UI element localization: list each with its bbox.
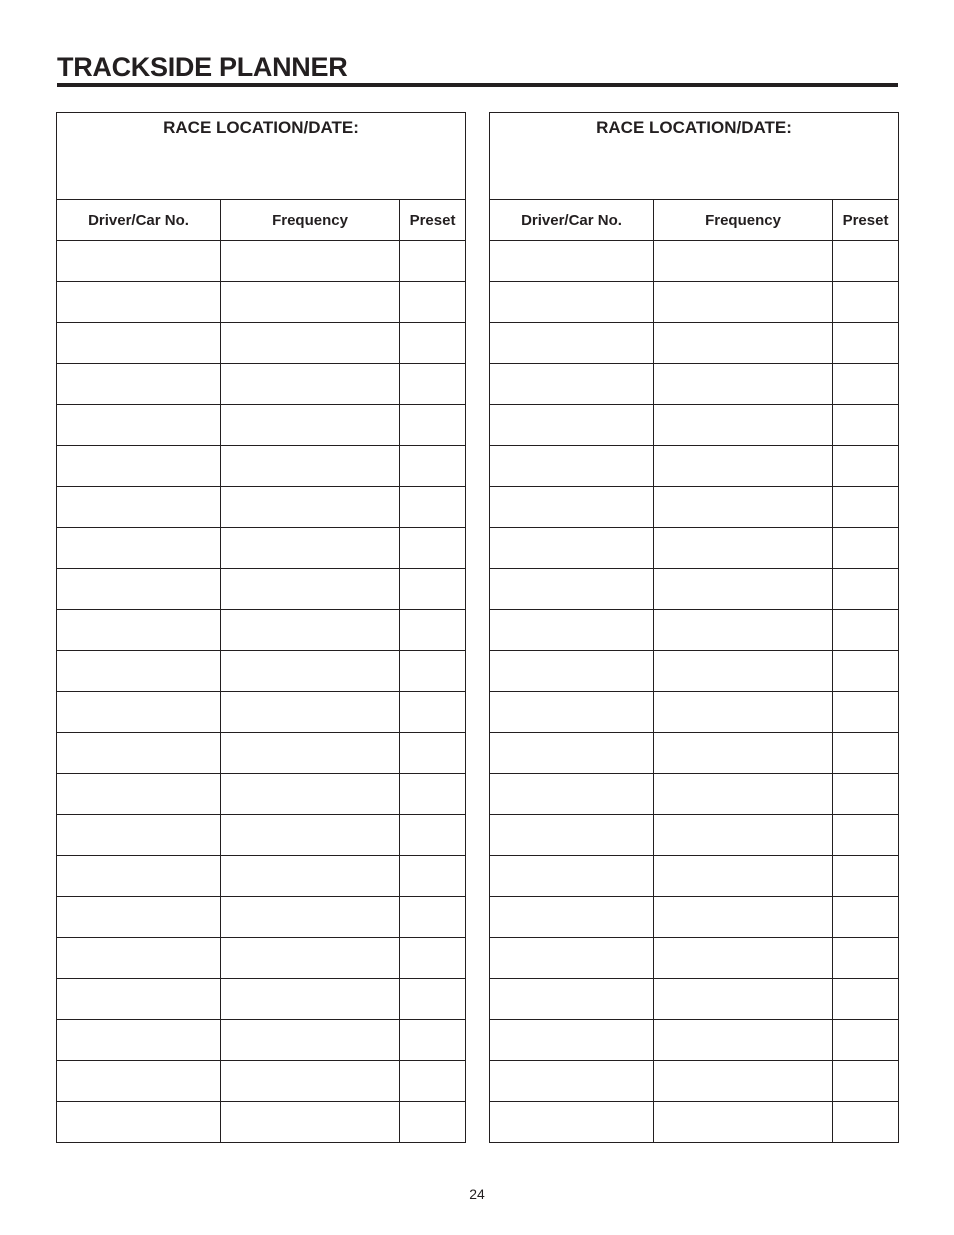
- table-row: [57, 692, 466, 733]
- driver-car-no-cell[interactable]: [57, 1102, 221, 1143]
- frequency-cell[interactable]: [654, 1061, 833, 1102]
- table-row: [57, 938, 466, 979]
- table-row: [57, 733, 466, 774]
- driver-car-no-cell[interactable]: [490, 528, 654, 569]
- driver-car-no-cell[interactable]: [57, 733, 221, 774]
- frequency-cell[interactable]: [654, 282, 833, 323]
- driver-car-no-cell[interactable]: [490, 692, 654, 733]
- driver-car-no-cell[interactable]: [490, 282, 654, 323]
- preset-cell[interactable]: [400, 1061, 466, 1102]
- table-row: [57, 282, 466, 323]
- table-row: [57, 1061, 466, 1102]
- table-row: [57, 897, 466, 938]
- frequency-cell[interactable]: [221, 1020, 400, 1061]
- frequency-cell[interactable]: [221, 815, 400, 856]
- planner-table-right: [489, 112, 899, 1143]
- frequency-cell[interactable]: [654, 446, 833, 487]
- table-row: [490, 241, 899, 282]
- driver-car-no-cell[interactable]: [57, 651, 221, 692]
- table-row: [490, 774, 899, 815]
- preset-cell[interactable]: [400, 610, 466, 651]
- driver-car-no-cell[interactable]: [57, 815, 221, 856]
- table-row: [490, 569, 899, 610]
- preset-cell[interactable]: [400, 528, 466, 569]
- column-header-preset: Preset: [833, 200, 899, 241]
- driver-car-no-cell[interactable]: [490, 1102, 654, 1143]
- driver-car-no-cell[interactable]: [490, 651, 654, 692]
- preset-cell[interactable]: [400, 733, 466, 774]
- driver-car-no-cell[interactable]: [57, 1061, 221, 1102]
- preset-cell[interactable]: [833, 856, 899, 897]
- frequency-cell[interactable]: [654, 528, 833, 569]
- driver-car-no-cell[interactable]: [490, 1020, 654, 1061]
- table-row: [57, 405, 466, 446]
- driver-car-no-cell[interactable]: [57, 692, 221, 733]
- preset-cell[interactable]: [833, 610, 899, 651]
- preset-cell[interactable]: [833, 487, 899, 528]
- frequency-cell[interactable]: [654, 815, 833, 856]
- preset-cell[interactable]: [833, 569, 899, 610]
- frequency-cell[interactable]: [221, 241, 400, 282]
- frequency-cell[interactable]: [654, 241, 833, 282]
- driver-car-no-cell[interactable]: [490, 241, 654, 282]
- race-location-date-field[interactable]: [57, 113, 466, 200]
- driver-car-no-cell[interactable]: [490, 856, 654, 897]
- frequency-cell[interactable]: [221, 405, 400, 446]
- table-row: [490, 1102, 899, 1143]
- driver-car-no-cell[interactable]: [490, 815, 654, 856]
- preset-cell[interactable]: [833, 1102, 899, 1143]
- table-row: [57, 610, 466, 651]
- column-header-driver-car-no: Driver/Car No.: [57, 200, 221, 241]
- preset-cell[interactable]: [833, 979, 899, 1020]
- frequency-cell[interactable]: [654, 774, 833, 815]
- driver-car-no-cell[interactable]: [490, 487, 654, 528]
- table-row: [57, 487, 466, 528]
- frequency-cell[interactable]: [221, 1061, 400, 1102]
- driver-car-no-cell[interactable]: [490, 446, 654, 487]
- driver-car-no-cell[interactable]: [490, 733, 654, 774]
- frequency-cell[interactable]: [654, 692, 833, 733]
- frequency-cell[interactable]: [221, 733, 400, 774]
- table-row: [490, 938, 899, 979]
- preset-cell[interactable]: [400, 897, 466, 938]
- driver-car-no-cell[interactable]: [490, 979, 654, 1020]
- frequency-cell[interactable]: [221, 446, 400, 487]
- driver-car-no-cell[interactable]: [490, 323, 654, 364]
- preset-cell[interactable]: [833, 364, 899, 405]
- race-location-date-label: RACE LOCATION/DATE:: [596, 118, 792, 137]
- preset-cell[interactable]: [400, 651, 466, 692]
- table-row: [57, 323, 466, 364]
- column-header-row: [490, 200, 899, 241]
- column-header-preset: Preset: [400, 200, 466, 241]
- table-row: [490, 733, 899, 774]
- preset-cell[interactable]: [833, 692, 899, 733]
- driver-car-no-cell[interactable]: [57, 610, 221, 651]
- preset-cell[interactable]: [400, 692, 466, 733]
- driver-car-no-cell[interactable]: [57, 938, 221, 979]
- location-row: [57, 113, 466, 200]
- table-row: [490, 282, 899, 323]
- table-row: [57, 856, 466, 897]
- table-row: [490, 897, 899, 938]
- frequency-cell[interactable]: [221, 1102, 400, 1143]
- frequency-cell[interactable]: [654, 733, 833, 774]
- table-row: [490, 446, 899, 487]
- frequency-cell[interactable]: [654, 897, 833, 938]
- frequency-cell[interactable]: [221, 487, 400, 528]
- column-header-row: [57, 200, 466, 241]
- preset-cell[interactable]: [833, 651, 899, 692]
- frequency-cell[interactable]: [654, 405, 833, 446]
- column-header-frequency: Frequency: [654, 200, 833, 241]
- preset-cell[interactable]: [400, 856, 466, 897]
- preset-cell[interactable]: [833, 733, 899, 774]
- preset-cell[interactable]: [833, 1061, 899, 1102]
- frequency-cell[interactable]: [221, 938, 400, 979]
- frequency-cell[interactable]: [221, 651, 400, 692]
- table-row: [57, 241, 466, 282]
- table-row: [490, 610, 899, 651]
- preset-cell[interactable]: [400, 241, 466, 282]
- driver-car-no-cell[interactable]: [57, 569, 221, 610]
- driver-car-no-cell[interactable]: [57, 446, 221, 487]
- driver-car-no-cell[interactable]: [490, 569, 654, 610]
- table-row: [490, 815, 899, 856]
- table-row: [490, 1020, 899, 1061]
- preset-cell[interactable]: [400, 282, 466, 323]
- table-row: [57, 569, 466, 610]
- driver-car-no-cell[interactable]: [490, 405, 654, 446]
- frequency-cell[interactable]: [654, 979, 833, 1020]
- race-location-date-label: RACE LOCATION/DATE:: [163, 118, 359, 137]
- frequency-cell[interactable]: [221, 282, 400, 323]
- frequency-cell[interactable]: [221, 323, 400, 364]
- frequency-cell[interactable]: [221, 610, 400, 651]
- driver-car-no-cell[interactable]: [490, 897, 654, 938]
- preset-cell[interactable]: [400, 446, 466, 487]
- page-title: TRACKSIDE PLANNER: [57, 52, 348, 82]
- preset-cell[interactable]: [400, 815, 466, 856]
- table-row: [57, 774, 466, 815]
- frequency-cell[interactable]: [654, 323, 833, 364]
- preset-cell[interactable]: [400, 487, 466, 528]
- preset-cell[interactable]: [400, 1020, 466, 1061]
- preset-cell[interactable]: [833, 405, 899, 446]
- frequency-cell[interactable]: [654, 856, 833, 897]
- driver-car-no-cell[interactable]: [490, 610, 654, 651]
- driver-car-no-cell[interactable]: [490, 938, 654, 979]
- table-row: [490, 692, 899, 733]
- table-row: [57, 446, 466, 487]
- table-row: [57, 979, 466, 1020]
- driver-car-no-cell[interactable]: [57, 405, 221, 446]
- frequency-cell[interactable]: [221, 692, 400, 733]
- table-row: [57, 815, 466, 856]
- preset-cell[interactable]: [400, 774, 466, 815]
- preset-cell[interactable]: [833, 446, 899, 487]
- preset-cell[interactable]: [833, 774, 899, 815]
- table-row: [57, 1102, 466, 1143]
- table-row: [490, 364, 899, 405]
- column-header-driver-car-no: Driver/Car No.: [490, 200, 654, 241]
- frequency-cell[interactable]: [221, 528, 400, 569]
- frequency-cell[interactable]: [654, 1020, 833, 1061]
- table-row: [490, 323, 899, 364]
- frequency-cell[interactable]: [654, 364, 833, 405]
- preset-cell[interactable]: [400, 979, 466, 1020]
- table-row: [490, 528, 899, 569]
- frequency-cell[interactable]: [221, 569, 400, 610]
- frequency-cell[interactable]: [221, 897, 400, 938]
- title-rule: [57, 83, 898, 87]
- frequency-cell[interactable]: [654, 610, 833, 651]
- table-row: [57, 1020, 466, 1061]
- preset-cell[interactable]: [400, 1102, 466, 1143]
- driver-car-no-cell[interactable]: [57, 282, 221, 323]
- preset-cell[interactable]: [833, 323, 899, 364]
- driver-car-no-cell[interactable]: [57, 1020, 221, 1061]
- preset-cell[interactable]: [833, 1020, 899, 1061]
- preset-cell[interactable]: [833, 528, 899, 569]
- table-row: [57, 364, 466, 405]
- driver-car-no-cell[interactable]: [490, 1061, 654, 1102]
- preset-cell[interactable]: [833, 282, 899, 323]
- frequency-cell[interactable]: [221, 979, 400, 1020]
- table-row: [490, 979, 899, 1020]
- table-row: [57, 528, 466, 569]
- table-row: [490, 1061, 899, 1102]
- driver-car-no-cell[interactable]: [490, 774, 654, 815]
- frequency-cell[interactable]: [654, 569, 833, 610]
- table-row: [490, 405, 899, 446]
- table-row: [490, 856, 899, 897]
- driver-car-no-cell[interactable]: [57, 856, 221, 897]
- preset-cell[interactable]: [400, 364, 466, 405]
- driver-car-no-cell[interactable]: [57, 979, 221, 1020]
- preset-cell[interactable]: [400, 569, 466, 610]
- preset-cell[interactable]: [400, 938, 466, 979]
- frequency-cell[interactable]: [654, 938, 833, 979]
- driver-car-no-cell[interactable]: [57, 241, 221, 282]
- column-header-frequency: Frequency: [221, 200, 400, 241]
- driver-car-no-cell[interactable]: [57, 774, 221, 815]
- preset-cell[interactable]: [400, 323, 466, 364]
- frequency-cell[interactable]: [654, 651, 833, 692]
- driver-car-no-cell[interactable]: [57, 364, 221, 405]
- table-row: [57, 651, 466, 692]
- table-row: [490, 651, 899, 692]
- location-row: [490, 113, 899, 200]
- frequency-cell[interactable]: [221, 364, 400, 405]
- page-number: 24: [469, 1186, 485, 1202]
- preset-cell[interactable]: [833, 815, 899, 856]
- driver-car-no-cell[interactable]: [57, 528, 221, 569]
- preset-cell[interactable]: [833, 241, 899, 282]
- preset-cell[interactable]: [833, 897, 899, 938]
- frequency-cell[interactable]: [221, 856, 400, 897]
- frequency-cell[interactable]: [654, 1102, 833, 1143]
- preset-cell[interactable]: [833, 938, 899, 979]
- frequency-cell[interactable]: [221, 774, 400, 815]
- driver-car-no-cell[interactable]: [490, 364, 654, 405]
- frequency-cell[interactable]: [654, 487, 833, 528]
- driver-car-no-cell[interactable]: [57, 323, 221, 364]
- driver-car-no-cell[interactable]: [57, 897, 221, 938]
- race-location-date-field[interactable]: [490, 113, 899, 200]
- preset-cell[interactable]: [400, 405, 466, 446]
- planner-table-left: [56, 112, 466, 1143]
- driver-car-no-cell[interactable]: [57, 487, 221, 528]
- table-row: [490, 487, 899, 528]
